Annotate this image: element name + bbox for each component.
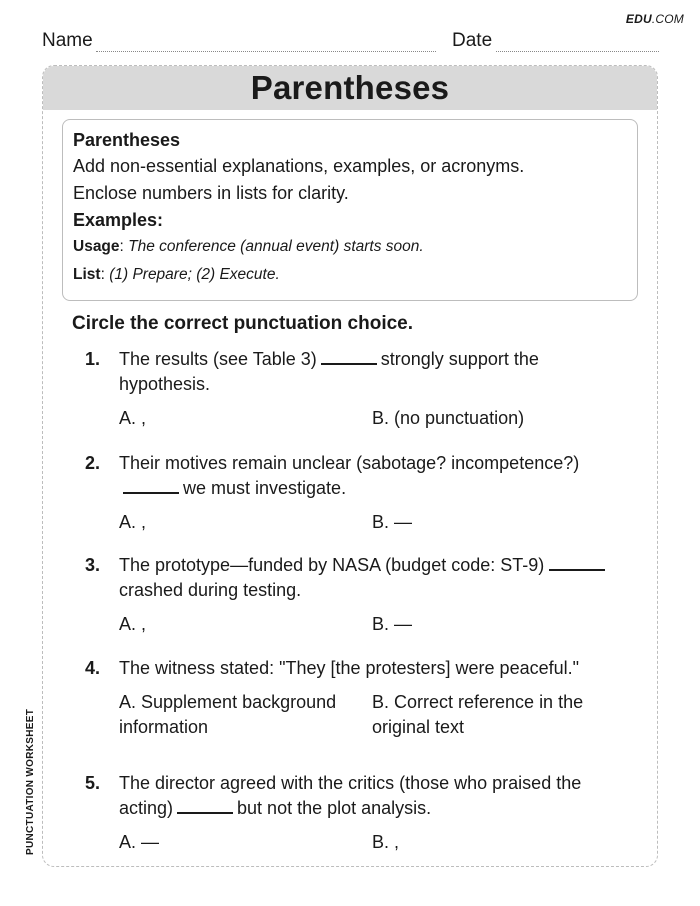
question-number: 5. xyxy=(85,773,101,793)
option-b[interactable]: B. , xyxy=(372,832,400,852)
options xyxy=(119,690,625,740)
question-after: but not the plot analysis. xyxy=(237,798,432,818)
question-after: strongly support the hypothesis. xyxy=(119,349,539,394)
question-text xyxy=(119,347,625,397)
question-number: 2. xyxy=(85,453,101,473)
question-text xyxy=(119,771,625,821)
brand-logo xyxy=(626,12,684,26)
rule-box xyxy=(62,119,638,301)
question-2 xyxy=(85,451,625,536)
usage-label: Usage xyxy=(73,238,120,255)
option-b[interactable]: B. — xyxy=(372,614,413,634)
answer-blank[interactable] xyxy=(123,479,179,494)
question-number: 4. xyxy=(85,658,101,678)
option-a[interactable]: A. , xyxy=(119,408,147,428)
question-5 xyxy=(85,771,625,856)
answer-blank[interactable] xyxy=(321,350,377,365)
brand-part-1: EDU xyxy=(625,12,652,26)
list-example: List: (1) Prepare; (2) Execute. xyxy=(73,266,280,283)
list-label: List xyxy=(73,266,101,283)
brand-part-2: .COM xyxy=(651,12,684,26)
question-1 xyxy=(85,347,625,432)
date-field-line[interactable] xyxy=(496,51,659,52)
examples-heading: Examples: xyxy=(73,210,164,230)
question-after: crashed during testing. xyxy=(119,580,302,600)
option-b[interactable]: B. (no punctuation) xyxy=(372,408,525,428)
rule-line-1: Add non-essential explanations, examples, or acronyms. xyxy=(73,156,525,176)
list-text: (1) Prepare; (2) Execute. xyxy=(109,266,280,283)
question-text xyxy=(119,553,625,603)
options xyxy=(119,612,625,638)
option-b[interactable]: B. — xyxy=(372,512,413,532)
options xyxy=(119,510,625,536)
question-number: 3. xyxy=(85,555,101,575)
instruction: Circle the correct punctuation choice. xyxy=(72,313,414,334)
rule-heading: Parentheses xyxy=(73,130,181,150)
question-text xyxy=(119,451,625,501)
usage-example: Usage: The conference (annual event) starts soon. xyxy=(73,238,424,255)
question-text: The witness stated: "They [the protesters] were peaceful." xyxy=(119,658,580,678)
date-label: Date xyxy=(452,30,493,51)
worksheet-panel xyxy=(42,65,658,867)
question-3 xyxy=(85,553,625,638)
question-after: we must investigate. xyxy=(183,478,347,498)
question-4 xyxy=(85,656,625,740)
option-a[interactable]: A. — xyxy=(119,832,160,852)
option-a[interactable]: A. Supplement background information xyxy=(119,692,337,737)
answer-blank[interactable] xyxy=(549,556,605,571)
name-label: Name xyxy=(42,30,93,51)
name-field-line[interactable] xyxy=(96,51,436,52)
page-title: Parentheses xyxy=(250,69,450,106)
title-bar xyxy=(43,66,657,110)
question-before: The prototype—funded by NASA (budget code: ST-9) xyxy=(119,555,545,575)
question-before: The director agreed with the critics (those who praised the acting) xyxy=(119,773,582,818)
rule-line-2: Enclose numbers in lists for clarity. xyxy=(73,183,349,203)
question-before: Their motives remain unclear (sabotage? incompetence?) xyxy=(119,453,580,473)
option-b[interactable]: B. Correct reference in the original text xyxy=(372,692,584,737)
options xyxy=(119,406,625,432)
option-a[interactable]: A. , xyxy=(119,614,147,634)
question-number: 1. xyxy=(85,349,101,369)
question-before: The results (see Table 3) xyxy=(119,349,317,369)
option-a[interactable]: A. , xyxy=(119,512,147,532)
side-label: PUNCTUATION WORKSHEET xyxy=(25,708,36,855)
usage-text: The conference (annual event) starts soon. xyxy=(128,238,424,255)
answer-blank[interactable] xyxy=(177,799,233,814)
name-date-row xyxy=(40,30,660,54)
options xyxy=(119,830,625,856)
